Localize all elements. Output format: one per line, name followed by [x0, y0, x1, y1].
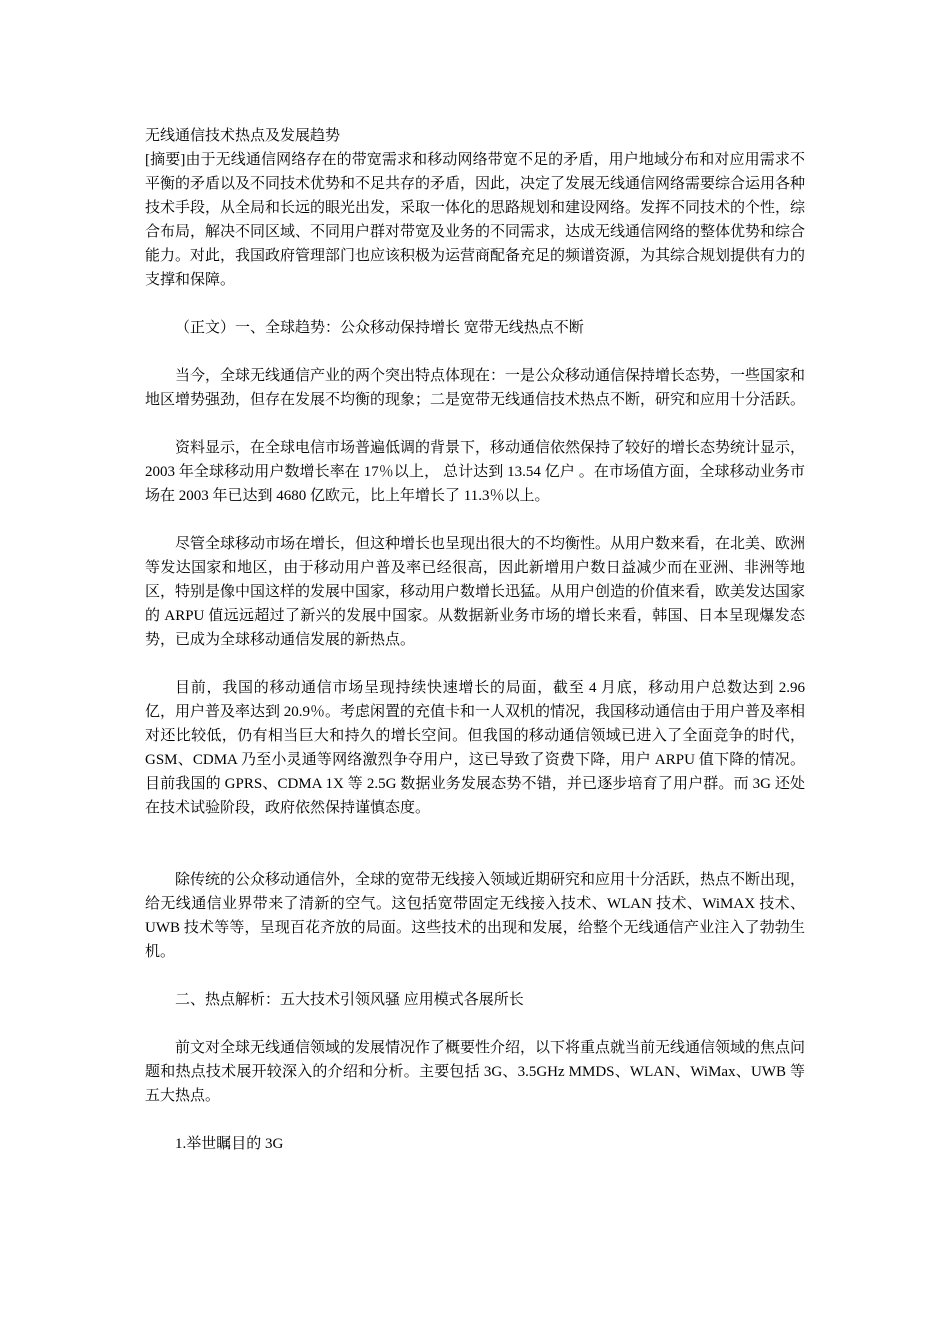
body-paragraph-5: 除传统的公众移动通信外，全球的宽带无线接入领域近期研究和应用十分活跃，热点不断出现，给无线通信业界带来了清新的空气。这包括宽带固定无线接入技术、WLAN 技术、WiMAX 技术、UWB 技术等等，呈现百花齐放的局面。这些技术的出现和发展，给整个无线通信产业注入了勃勃生机。 — [145, 872, 806, 960]
body-paragraph-1: 当今，全球无线通信产业的两个突出特点体现在：一是公众移动通信保持增长态势，一些国家和地区增势强劲，但存在发展不均衡的现象；二是宽带无线通信技术热点不断，研究和应用十分活跃。 — [145, 368, 806, 408]
body-paragraph-6: 前文对全球无线通信领域的发展情况作了概要性介绍，以下将重点就当前无线通信领域的焦点问题和热点技术展开较深入的介绍和分析。主要包括 3G、3.5GHz MMDS、WLAN、WiMax、UWB 等五大热点。 — [145, 1040, 806, 1104]
body-paragraph-2: 资料显示，在全球电信市场普遍低调的背景下，移动通信依然保持了较好的增长态势统计显示，2003 年全球移动用户数增长率在 17％以上， 总计达到 13.54 亿户 。在市场值方面，全球移动业务市场在 2003 年已达到 4680 亿欧元，比上年增长了 11.3％以上。 — [145, 440, 806, 504]
section-heading-2: 二、热点解析：五大技术引领风骚 应用模式各展所长 — [175, 992, 524, 1008]
section-heading-1: （正文）一、全球趋势：公众移动保持增长 宽带无线热点不断 — [175, 320, 584, 336]
document-page — [145, 124, 805, 1156]
body-paragraph-4: 目前，我国的移动通信市场呈现持续快速增长的局面，截至 4 月底，移动用户总数达到 2.96 亿，用户普及率达到 20.9％。考虑闲置的充值卡和一人双机的情况，我国移动通信由于用户普及率相对还比较低，仍有相当巨大和持久的增长空间。但我国的移动通信领域已进入了全面竞争的时代，GSM、CDMA 乃至小灵通等网络激烈争夺用户，这已导致了资费下降，用户 ARPU 值下降的情况。目前我国的 GPRS、CDMA 1X 等 2.5G 数据业务发展态势不错，并已逐步培育了用户群。而 3G 还处在技术试验阶段，政府依然保持谨慎态度。 — [145, 680, 806, 816]
body-paragraph-3: 尽管全球移动市场在增长，但这种增长也呈现出很大的不均衡性。从用户数来看，在北美、欧洲等发达国家和地区，由于移动用户普及率已经很高，因此新增用户数日益减少而在亚洲、非洲等地区，特别是像中国这样的发展中国家，移动用户数增长迅猛。从用户创造的价值来看，欧美发达国家的 ARPU 值远远超过了新兴的发展中国家。从数据新业务市场的增长来看，韩国、日本呈现爆发态势，已成为全球移动通信发展的新热点。 — [145, 536, 806, 648]
abstract-paragraph: [摘要]由于无线通信网络存在的带宽需求和移动网络带宽不足的矛盾，用户地域分布和对应用需求不平衡的矛盾以及不同技术优势和不足共存的矛盾，因此，决定了发展无线通信网络需要综合运用各种技术手段，从全局和长远的眼光出发，采取一体化的思路规划和建设网络。发挥不同技术的个性，综合布局，解决不同区域、不同用户群对带宽及业务的不同需求，达成无线通信网络的整体优势和综合能力。对此，我国政府管理部门也应该积极为运营商配备充足的频谱资源，为其综合规划提供有力的支撑和保障。 — [145, 152, 806, 288]
subsection-heading-3g: 1.举世瞩目的 3G — [175, 1136, 284, 1152]
document-title: 无线通信技术热点及发展趋势 — [145, 128, 341, 144]
